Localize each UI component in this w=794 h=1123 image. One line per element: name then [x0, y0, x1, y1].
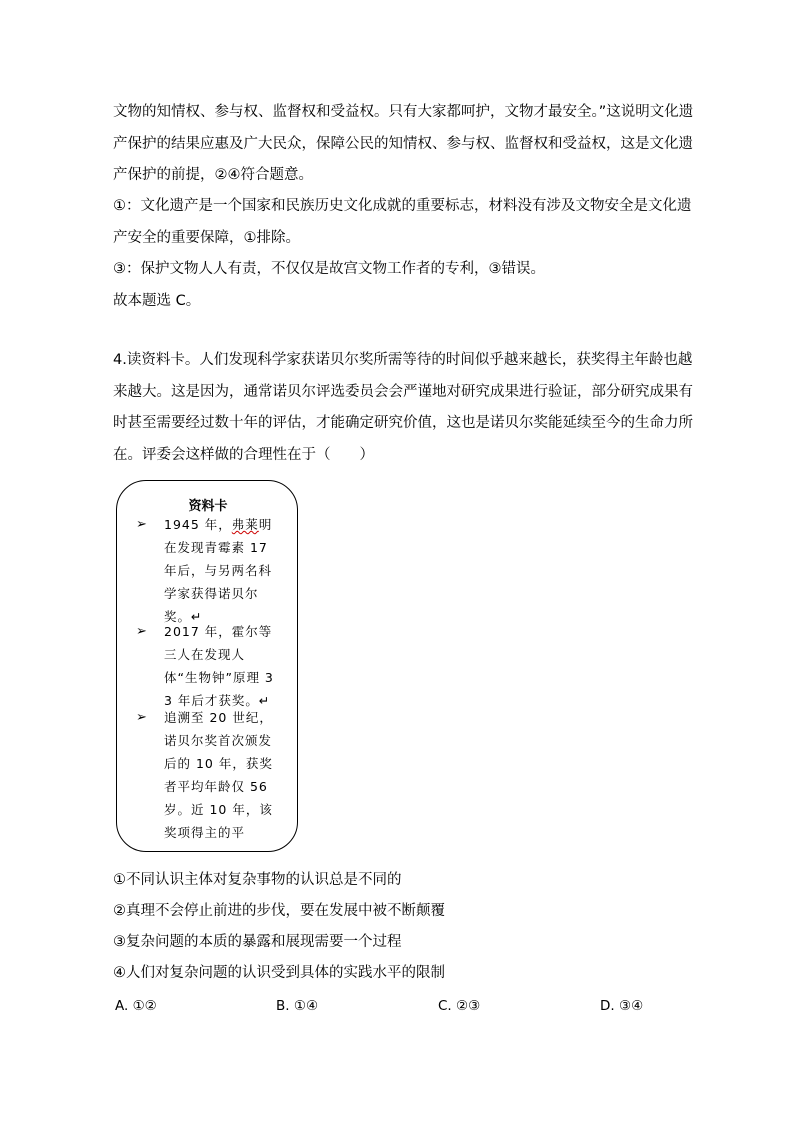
explanation-paragraph-2: ①：文化遗产是一个国家和民族历史文化成就的重要标志，材料没有涉及文物安全是文化遗产安全的重要保障，①排除。: [113, 198, 692, 246]
explanation-paragraph-1: 文物的知情权、参与权、监督权和受益权。只有大家都呵护，文物才最安全。”这说明文化遗产保护的结果应惠及广大民众，保障公民的知情权、参与权、监督权和受益权，这是文化遗产保护的前提，②④符合题意。: [113, 104, 694, 183]
arrow-bullet-icon: ➢: [136, 710, 147, 725]
explanation-conclusion: 故本题选 C。: [113, 293, 201, 309]
item-text-before: 1945 年，: [164, 517, 232, 532]
data-card-title: 资料卡: [188, 499, 228, 514]
choice-c: C. ②③: [438, 998, 481, 1014]
item-text-after: 明在发现青霉素 17 年后，与另两名科学家获得诺贝尔奖。↵: [164, 517, 273, 624]
question-4-stem: 4.读资料卡。人们发现科学家获诺贝尔奖所需等待的时间似乎越来越长，获奖得主年龄也越来越大。这是因为，通常诺贝尔评选委员会会严谨地对研究成果进行验证，部分研究成果有时甚至需要经过数十年的评估，才能确定研究价值，这也是诺贝尔奖能延续至今的生命力所在。评委会这样做的合理性在于（ ）: [113, 352, 693, 463]
statement-1: ①不同认识主体对复杂事物的认识总是不同的: [113, 872, 402, 888]
statement-2: ②真理不会停止前进的步伐，要在发展中被不断颠覆: [113, 903, 445, 919]
item-underlined-name: 弗莱: [231, 517, 259, 532]
arrow-bullet-icon: ➢: [136, 624, 147, 639]
data-card-item-text: [164, 513, 276, 628]
choice-d: D. ③④: [600, 998, 644, 1014]
data-card-item-text: 2017 年，霍尔等三人在发现人体“生物钟”原理 33 年后才获奖。↵: [164, 624, 274, 708]
choice-a: A. ①②: [115, 998, 157, 1014]
explanation-paragraph-3: ③：保护文物人人有责，不仅仅是故宫文物工作者的专利，③错误。: [113, 261, 545, 277]
choice-b: B. ①④: [276, 998, 319, 1014]
data-card-item-text: 追溯至 20 世纪，诺贝尔奖首次颁发后的 10 年，获奖者平均年龄仅 56 岁。近 10 年，该奖项得主的平: [164, 710, 273, 840]
statement-3: ③复杂问题的本质的暴露和展现需要一个过程: [113, 934, 402, 950]
arrow-bullet-icon: ➢: [136, 517, 147, 532]
statement-4: ④人们对复杂问题的认识受到具体的实践水平的限制: [113, 965, 445, 981]
